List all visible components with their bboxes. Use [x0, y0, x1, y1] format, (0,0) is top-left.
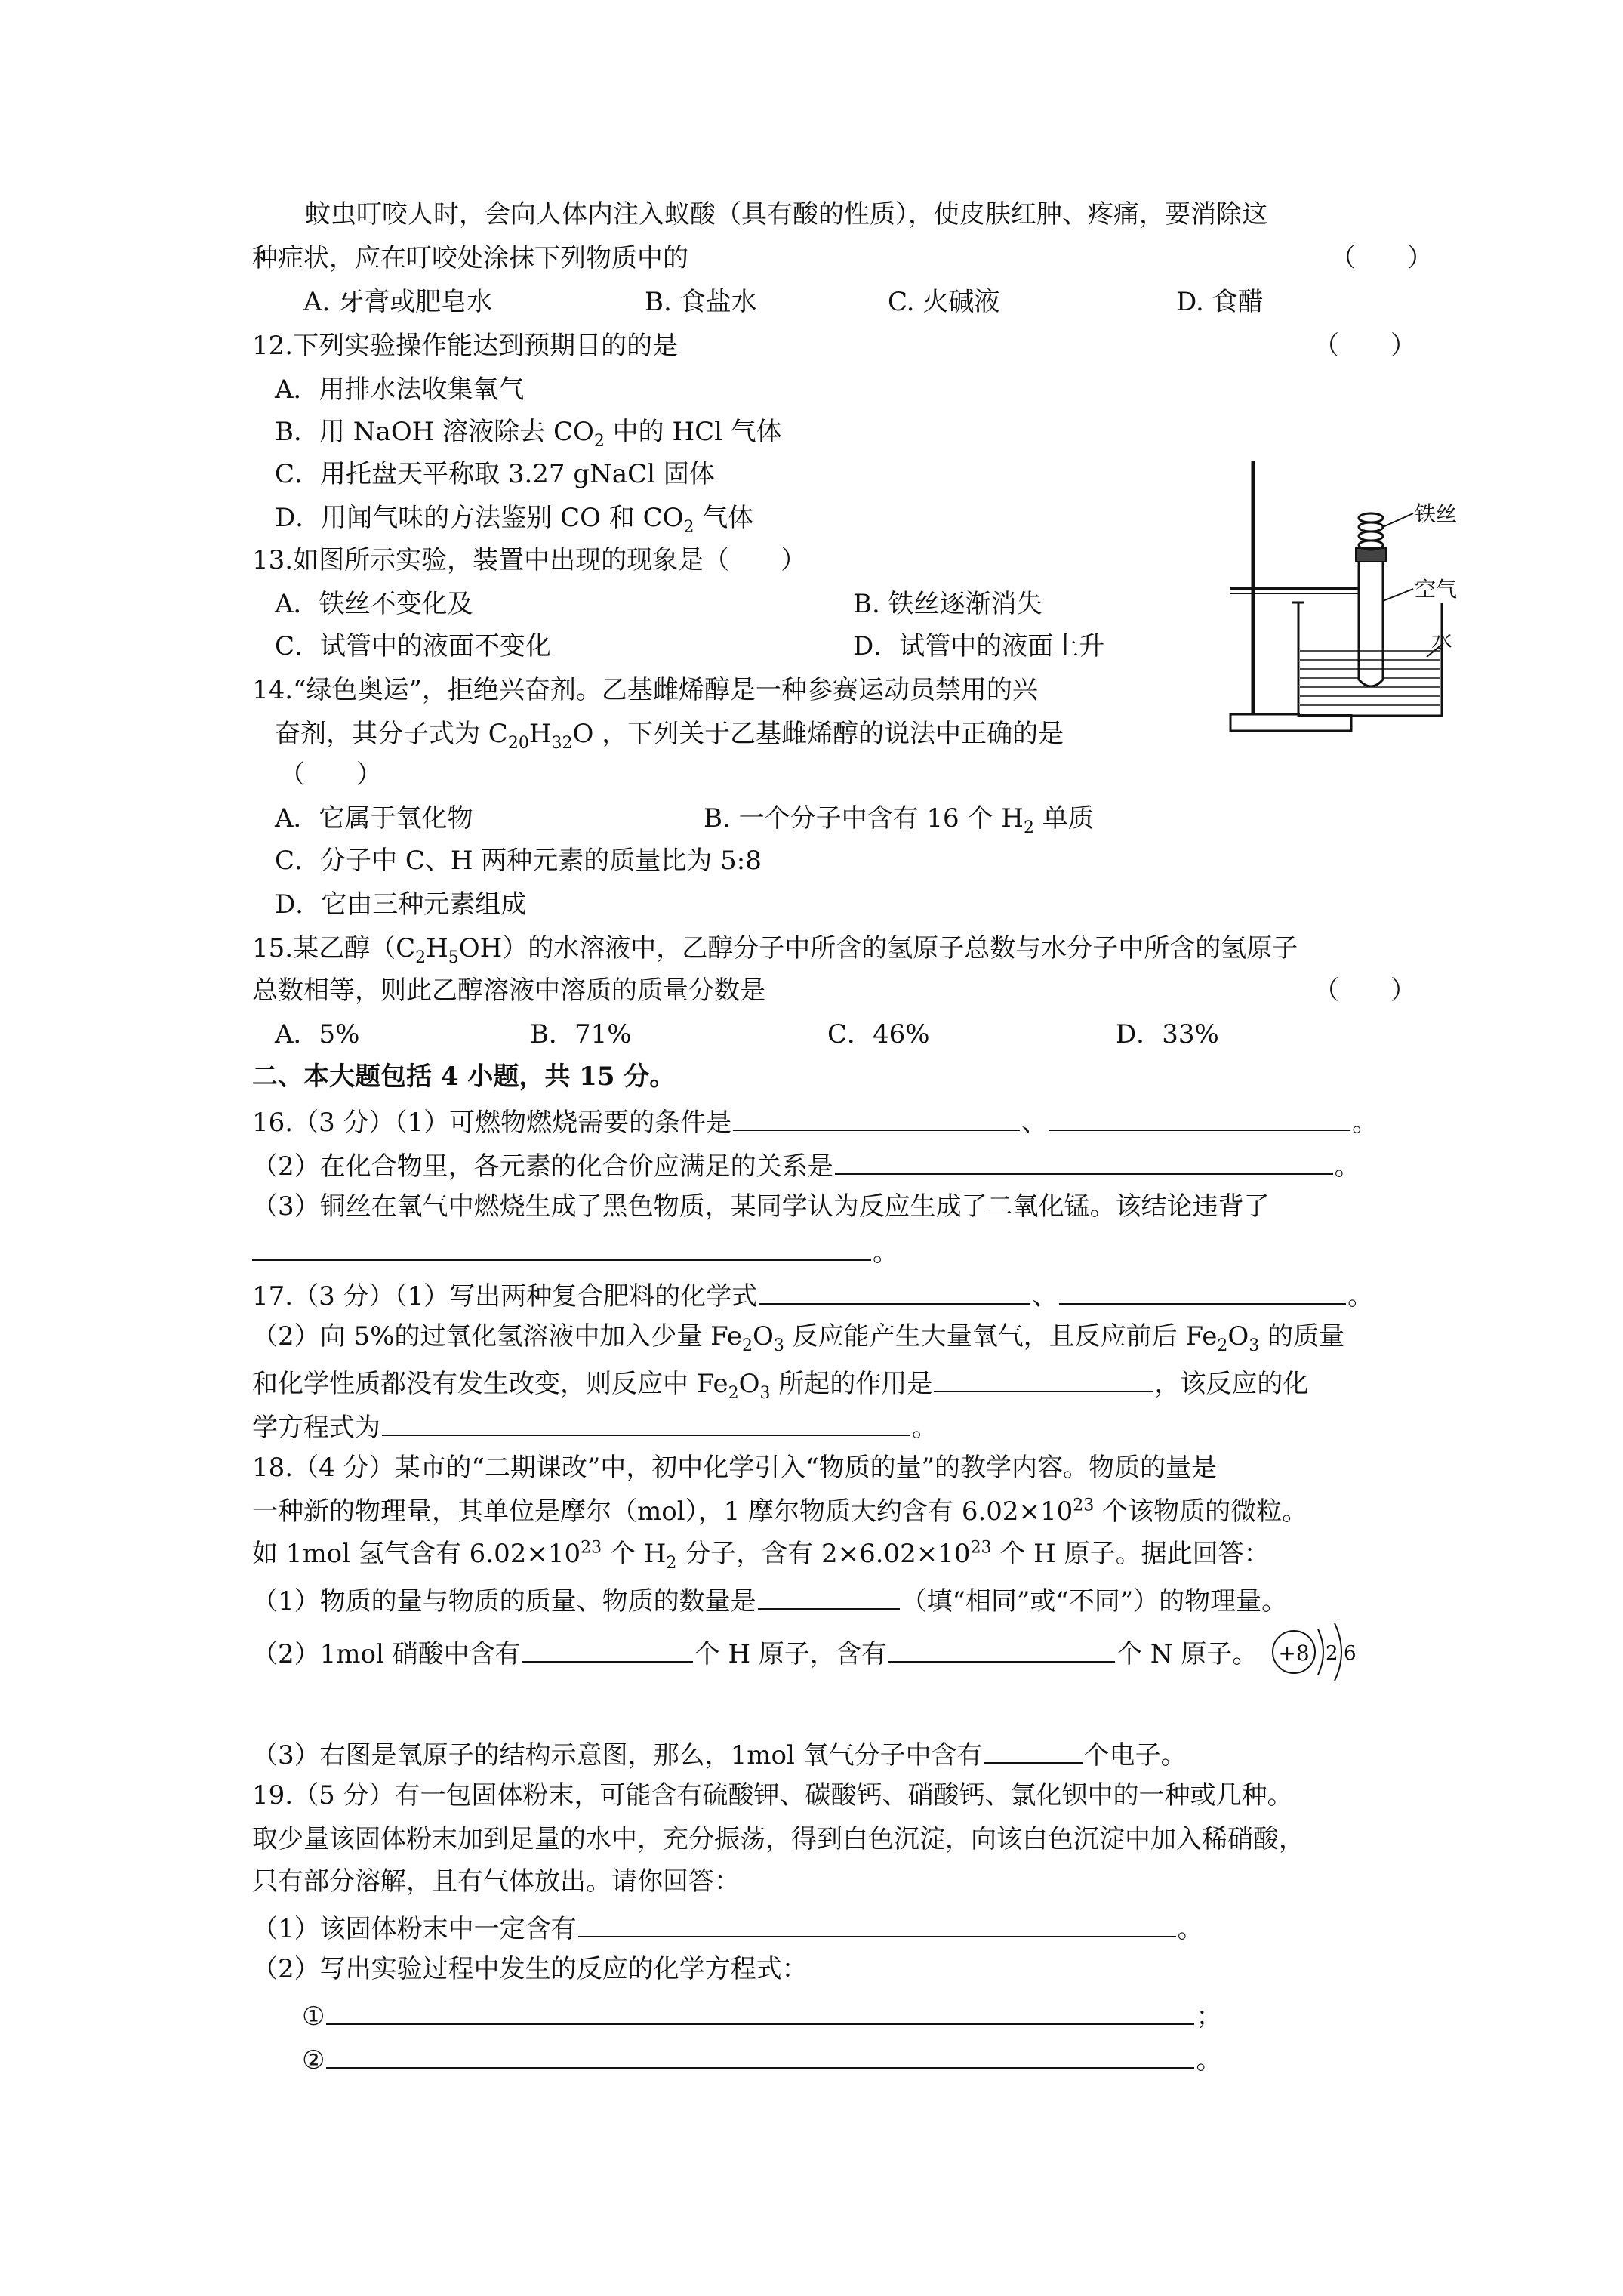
atom-shell-1: 2	[1326, 1642, 1338, 1665]
q19-blank-1[interactable]	[578, 1910, 1176, 1937]
section-two-heading: 二、本大题包括 4 小题，共 15 分。	[252, 1062, 676, 1092]
q18-blank-1[interactable]	[758, 1583, 900, 1610]
q14-option-d: D．它由三种元素组成	[275, 889, 527, 920]
q16-line3: （3）铜丝在氧气中燃烧生成了黑色物质，某同学认为反应生成了二氧化锰。该结论违背了	[252, 1191, 1270, 1222]
q13-option-d: D．试管中的液面上升	[853, 631, 1105, 661]
q13-option-a: A．铁丝不变化及	[275, 589, 473, 619]
q19-line4: （1）该固体粉末中一定含有 。	[252, 1910, 1203, 1944]
q18-blank-4[interactable]	[984, 1737, 1083, 1764]
q19-blank-3[interactable]	[326, 2042, 1194, 2069]
q11-line2: 种症状，应在叮咬处涂抹下列物质中的	[252, 243, 688, 273]
q17-blank-4[interactable]	[382, 1409, 910, 1436]
q14-option-a: A．它属于氧化物	[275, 803, 473, 834]
q12-option-c: C．用托盘天平称取 3.27 gNaCl 固体	[275, 459, 715, 489]
q18-blank-3[interactable]	[888, 1635, 1115, 1663]
q16-blank-2[interactable]	[1049, 1104, 1350, 1131]
label-air: 空气	[1415, 577, 1458, 602]
q15-paren: （ ）	[1313, 975, 1416, 1006]
q13-option-b: B. 铁丝逐渐消失	[853, 589, 1042, 619]
q18-line4: （1）物质的量与物质的质量、物质的数量是 （填“相同”或“不同”）的物理量。	[252, 1583, 1287, 1616]
q17-line1: 17.（3 分）（1）写出两种复合肥料的化学式 、 。	[252, 1277, 1373, 1311]
q12-option-d: D．用闻气味的方法鉴别 CO 和 $CO_2$ 气体	[275, 503, 754, 537]
q16-line1: 16.（3 分）（1）可燃物燃烧需要的条件是 、 。	[252, 1104, 1378, 1138]
q17-line3: 和化学性质都没有发生改变，则反应中 $Fe_2O_3$ 所起的作用是 ，该反应的化	[252, 1365, 1308, 1399]
q11-option-c: C. 火碱液	[888, 287, 1000, 317]
q15-option-c: C．46%	[827, 1019, 930, 1049]
q19-line3: 只有部分溶解，且有气体放出。请你回答：	[252, 1866, 740, 1897]
q18-blank-2[interactable]	[522, 1635, 693, 1663]
q19-blank-2[interactable]	[326, 1998, 1194, 2025]
q17-line4: 学方程式为 。	[252, 1409, 938, 1443]
q18-line5: （2）1mol 硝酸中含有 个 H 原子，含有 个 N 原子。	[252, 1635, 1258, 1669]
q15-option-d: D．33%	[1116, 1019, 1219, 1049]
q12-paren: （ ）	[1313, 331, 1416, 361]
q16-blank-4[interactable]	[252, 1234, 871, 1261]
q12-option-b: B．用 NaOH 溶液除去 $CO_2$ 中的 HCl 气体	[275, 417, 782, 451]
q11-option-a: A. 牙膏或肥皂水	[303, 287, 493, 317]
q16-blank-3[interactable]	[835, 1148, 1333, 1175]
q18-line2: 一种新的物理量，其单位是摩尔（mol），1 摩尔物质大约含有 $6.02\times 10^{23}$ 个该物质的微粒。	[252, 1496, 1308, 1527]
q17-blank-3[interactable]	[934, 1365, 1153, 1392]
q14-option-c: C．分子中 C、H 两种元素的质量比为 5:8	[275, 846, 762, 876]
label-water: 水	[1431, 628, 1453, 653]
q12-option-a: A．用排水法收集氧气	[275, 374, 525, 405]
q16-line2: （2）在化合物里，各元素的化合价应满足的关系是 。	[252, 1148, 1360, 1182]
q19-line2: 取少量该固体粉末加到足量的水中，充分振荡，得到白色沉淀，向该白色沉淀中加入稀硝酸，	[252, 1824, 1304, 1854]
q19-equation-1: ① ；	[302, 1998, 1221, 2032]
q16-line4: 。	[252, 1234, 898, 1268]
q18-line1: 18.（4 分）某市的“二期课改”中，初中化学引入“物质的量”的教学内容。物质的量是	[252, 1453, 1218, 1483]
q12-stem: 12.下列实验操作能达到预期目的的是	[252, 331, 679, 361]
q11-option-d: D. 食醋	[1176, 287, 1264, 317]
oxygen-atom-diagram	[1265, 1614, 1363, 1690]
q11-option-b: B. 食盐水	[645, 287, 757, 317]
q15-line1: 15.某乙醇$(C_2H_5OH)$的水溶液中，乙醇分子中所含的氢原子总数与水分子中所含的氢原子	[252, 933, 1298, 967]
q19-equation-2: ② 。	[302, 2042, 1221, 2076]
q19-line5: （2）写出实验过程中发生的反应的化学方程式：	[252, 1954, 808, 1984]
q18-line6: （3）右图是氧原子的结构示意图，那么，1mol 氧气分子中含有 个电子。	[252, 1737, 1187, 1771]
q11-paren: （ ）	[1330, 243, 1433, 273]
q13-option-c: C．试管中的液面不变化	[275, 631, 552, 661]
q14-line2: 奋剂，其分子式为 $C_{20}H_{32}O$ ，下列关于乙基雌烯醇的说法中正确的是	[275, 719, 1064, 753]
q15-line2: 总数相等，则此乙醇溶液中溶质的质量分数是	[252, 975, 765, 1006]
q14-line1: 14.“绿色奥运”，拒绝兴奋剂。乙基雌烯醇是一种参赛运动员禁用的兴	[252, 675, 1038, 705]
q14-option-b: B. 一个分子中含有 16 个 $H_2$ 单质	[704, 803, 1094, 837]
atom-shell-2: 6	[1344, 1642, 1357, 1665]
q14-paren: （ ）	[279, 760, 382, 790]
q17-blank-1[interactable]	[759, 1277, 1030, 1305]
q18-line3: 如 1mol 氢气含有 $6.02\times 10^{23}$ 个 $H_2$ 分子，含有 $2\times 6.02\times 10^{23}$ 个 H 原子。据此回答：	[252, 1538, 1270, 1573]
q15-option-b: B．71%	[530, 1019, 632, 1049]
label-iron-wire: 铁丝	[1415, 501, 1458, 526]
apparatus-figure	[1208, 453, 1480, 755]
atom-nucleus: +8	[1278, 1641, 1310, 1666]
q13-stem: 13.如图所示实验，装置中出现的现象是（ ）	[252, 545, 807, 575]
q11-line1: 蚊虫叮咬人时，会向人体内注入蚁酸（具有酸的性质），使皮肤红肿、疼痛，要消除这	[305, 199, 1267, 230]
q17-blank-2[interactable]	[1059, 1277, 1346, 1305]
q16-blank-1[interactable]	[733, 1104, 1020, 1131]
q15-option-a: A．5%	[275, 1019, 360, 1049]
q19-line1: 19.（5 分）有一包固体粉末，可能含有硫酸钾、碳酸钙、硝酸钙、氯化钡中的一种或几种。	[252, 1780, 1293, 1811]
q17-line2: （2）向 5%的过氧化氢溶液中加入少量 $Fe_2O_3$ 反应能产生大量氧气，且反应前后 $Fe_2O_3$ 的质量	[252, 1321, 1345, 1355]
